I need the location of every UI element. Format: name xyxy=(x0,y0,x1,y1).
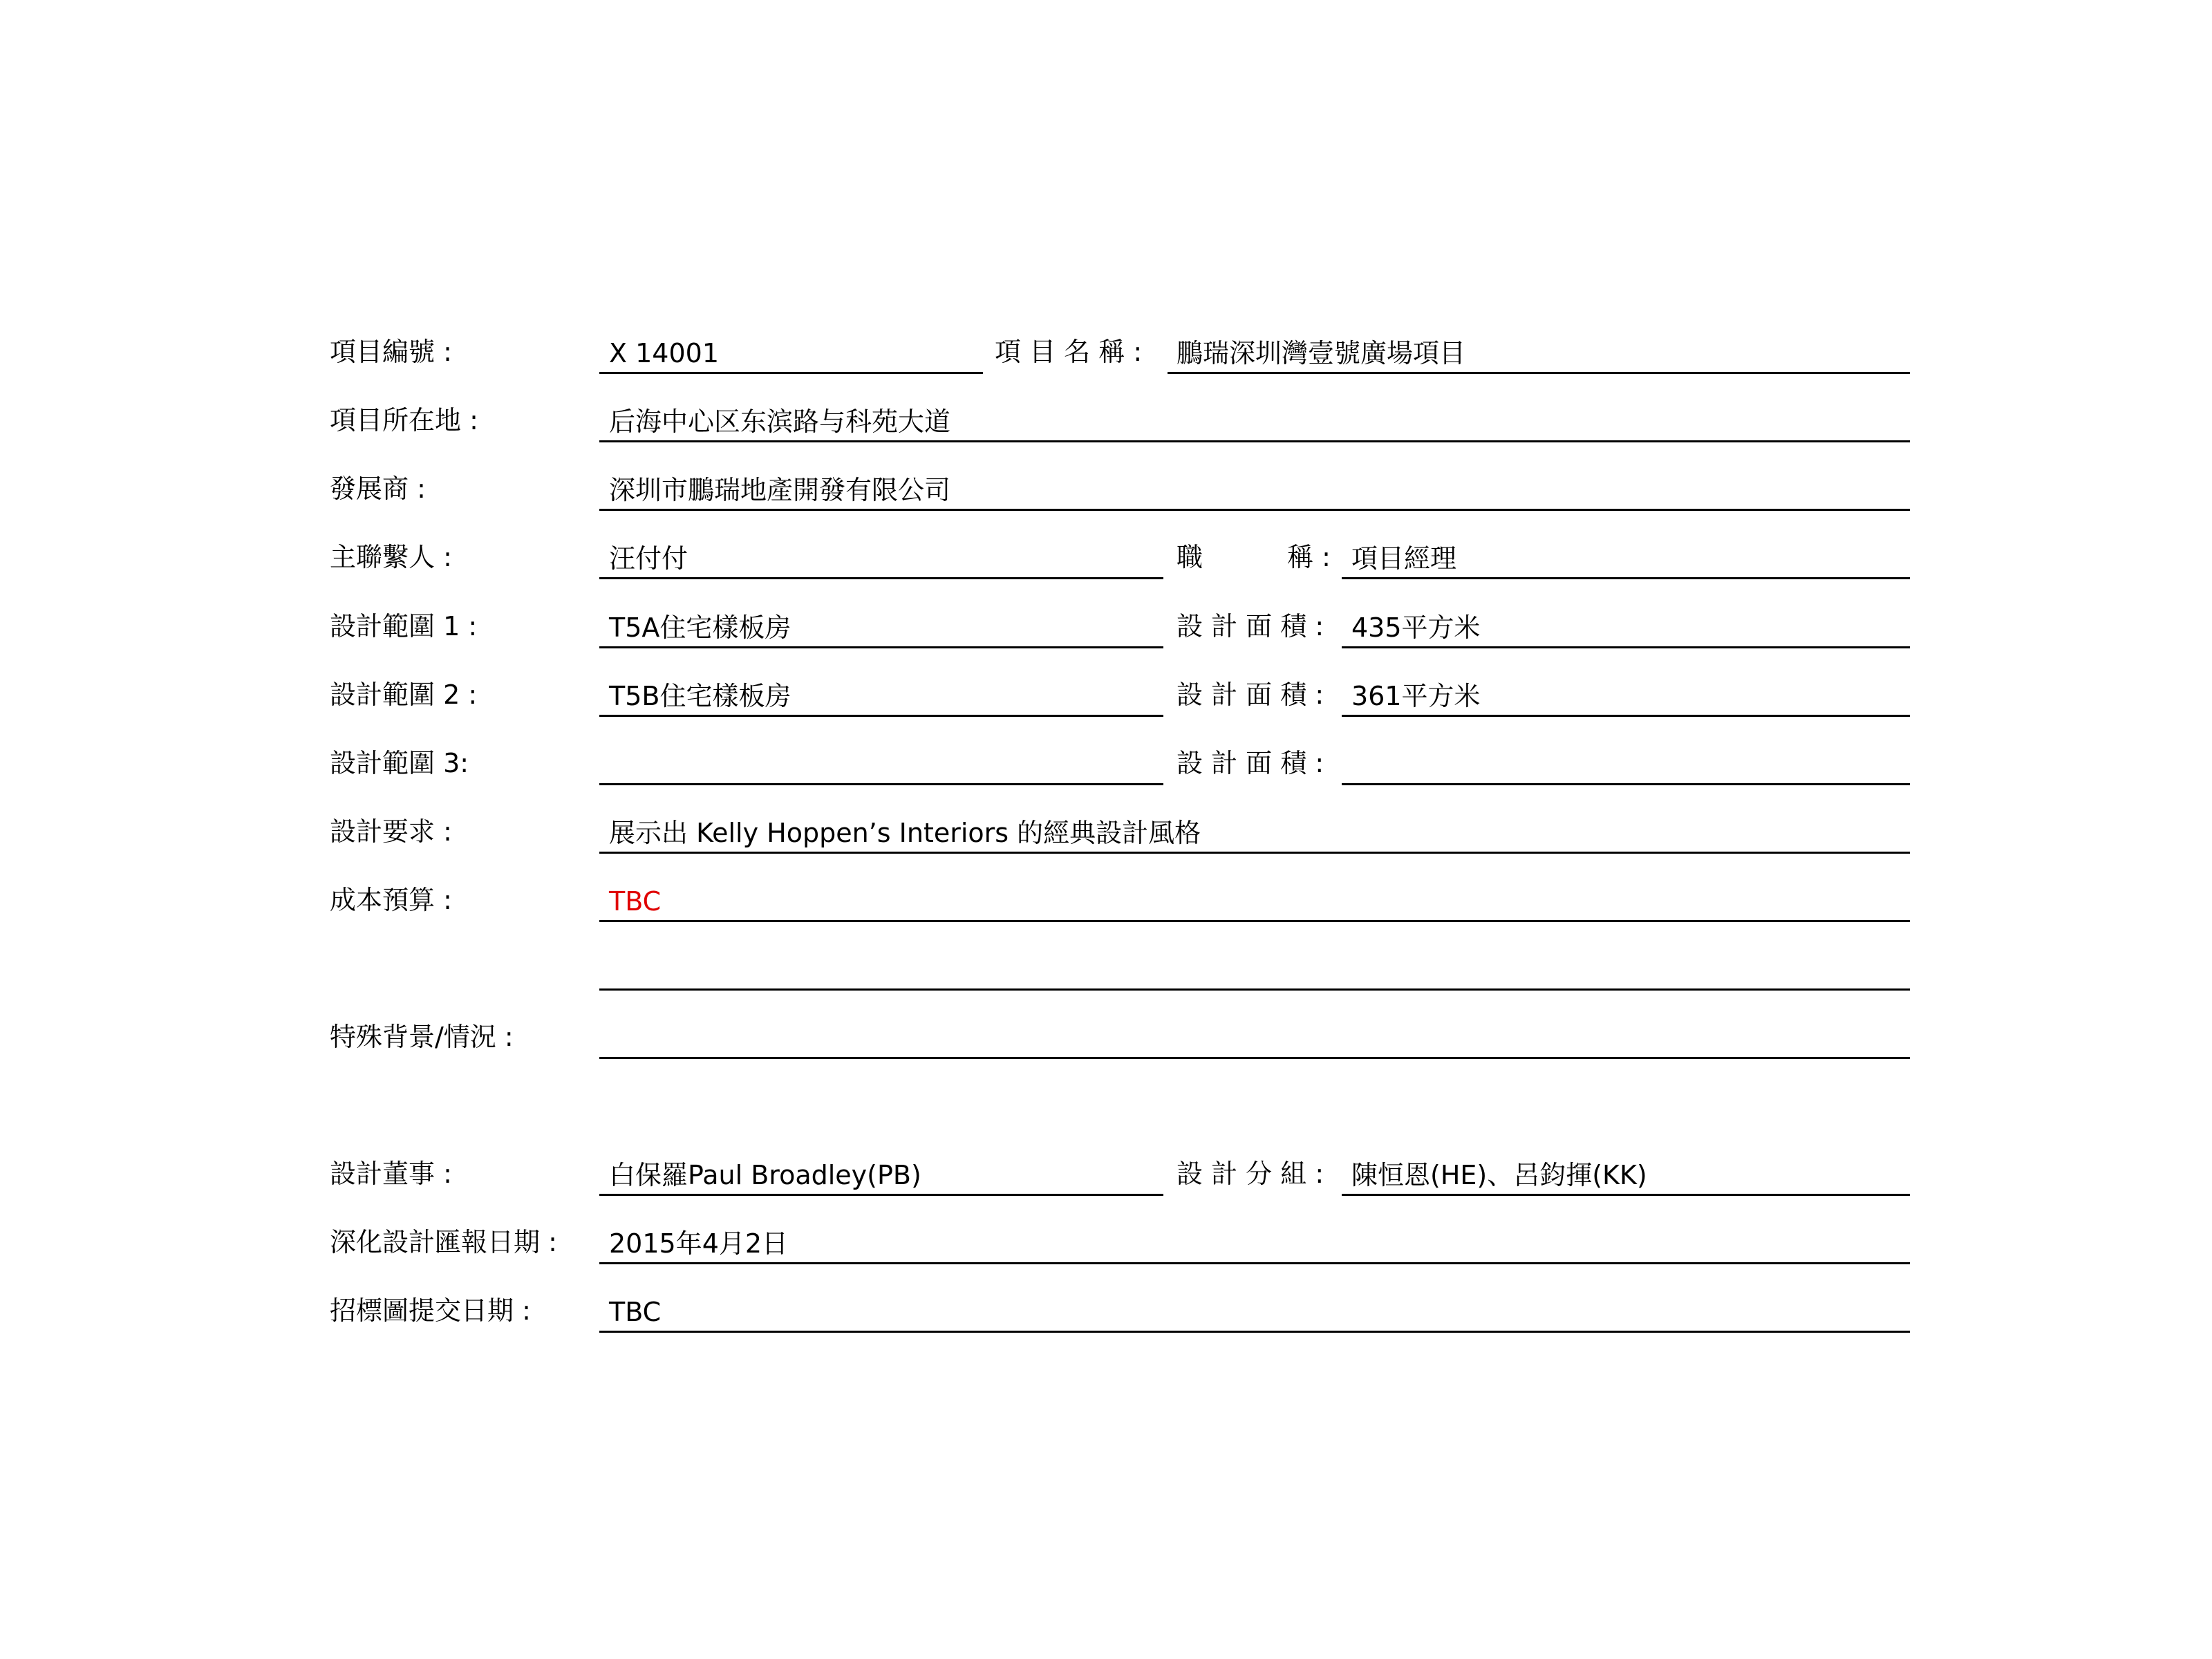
project-name-value: 鵬瑞深圳灣壹號廣場項目 xyxy=(1177,338,1466,368)
budget-value: TBC xyxy=(609,886,662,917)
scope2-area-label: 設 計 面 積 : xyxy=(1177,679,1324,710)
budget-label: 成本預算 : xyxy=(330,885,452,915)
background-label: 特殊背景/情況 : xyxy=(330,1022,514,1052)
row-contact xyxy=(0,528,2212,597)
requirement-line xyxy=(599,852,1910,854)
contact-value: 汪付付 xyxy=(609,543,688,574)
row-location xyxy=(0,391,2212,460)
row-background xyxy=(0,1008,2212,1077)
contact-line xyxy=(599,577,1163,579)
developer-line xyxy=(599,509,1910,511)
tender-date-label: 招標圖提交日期 : xyxy=(330,1295,531,1326)
tender-date-line xyxy=(599,1331,1910,1333)
budget-line xyxy=(599,920,1910,922)
report-date-value: 2015年4月2日 xyxy=(609,1228,789,1259)
position-value: 項目經理 xyxy=(1351,543,1457,574)
director-label: 設計董事 : xyxy=(330,1159,452,1189)
row-scope2 xyxy=(0,666,2212,735)
requirement-value: 展示出 Kelly Hoppen’s Interiors 的經典設計風格 xyxy=(609,818,1201,848)
scope1-area-label: 設 計 面 積 : xyxy=(1177,611,1324,641)
scope2-line xyxy=(599,715,1163,717)
project-no-line xyxy=(599,372,983,374)
team-line xyxy=(1342,1194,1910,1196)
row-scope3 xyxy=(0,734,2212,803)
scope2-value: T5B住宅樣板房 xyxy=(609,681,791,711)
location-line xyxy=(599,440,1910,442)
scope2-area-line xyxy=(1342,715,1910,717)
project-no-label: 項目編號 : xyxy=(330,337,452,367)
row-scope1 xyxy=(0,597,2212,666)
row-report-date xyxy=(0,1213,2212,1282)
row-developer xyxy=(0,460,2212,529)
scope3-label: 設計範圍 3: xyxy=(330,748,469,778)
position-line xyxy=(1342,577,1910,579)
row-project-no xyxy=(0,323,2212,392)
position-label-left: 職 xyxy=(1177,542,1203,572)
team-value: 陳恒恩(HE)、呂鈞揮(KK) xyxy=(1351,1160,1647,1190)
developer-label: 發展商 : xyxy=(330,474,426,504)
team-label: 設 計 分 組 : xyxy=(1177,1159,1324,1189)
row-tender-date xyxy=(0,1282,2212,1351)
scope2-label: 設計範圍 2 : xyxy=(330,679,478,710)
director-line xyxy=(599,1194,1163,1196)
scope1-area-value: 435平方米 xyxy=(1351,612,1481,643)
background-line xyxy=(599,1057,1910,1059)
project-name-line xyxy=(1168,372,1910,374)
row-budget xyxy=(0,871,2212,940)
director-value: 白保羅Paul Broadley(PB) xyxy=(609,1160,921,1190)
position-label-right: 稱 : xyxy=(1287,542,1331,572)
scope1-label: 設計範圍 1 : xyxy=(330,611,478,641)
tender-date-value: TBC xyxy=(609,1297,662,1327)
report-date-label: 深化設計匯報日期 : xyxy=(330,1227,557,1257)
scope1-value: T5A住宅樣板房 xyxy=(609,612,791,643)
location-value: 后海中心区东滨路与科苑大道 xyxy=(609,406,951,437)
project-no-value: X 14001 xyxy=(609,338,719,368)
scope1-line xyxy=(599,646,1163,648)
project-name-label: 項 目 名 稱 : xyxy=(995,337,1143,367)
scope3-area-line xyxy=(1342,783,1910,785)
scope3-line xyxy=(599,783,1163,785)
contact-label: 主聯繫人 : xyxy=(330,542,452,572)
requirement-label: 設計要求 : xyxy=(330,816,452,847)
scope1-area-line xyxy=(1342,646,1910,648)
row-blank xyxy=(0,939,2212,1009)
blank-line xyxy=(599,988,1910,991)
report-date-line xyxy=(599,1262,1910,1264)
scope2-area-value: 361平方米 xyxy=(1351,681,1481,711)
location-label: 項目所在地 : xyxy=(330,405,478,435)
scope3-area-label: 設 計 面 積 : xyxy=(1177,748,1324,778)
developer-value: 深圳市鵬瑞地產開發有限公司 xyxy=(609,475,951,505)
row-requirement xyxy=(0,803,2212,872)
row-director xyxy=(0,1145,2212,1214)
